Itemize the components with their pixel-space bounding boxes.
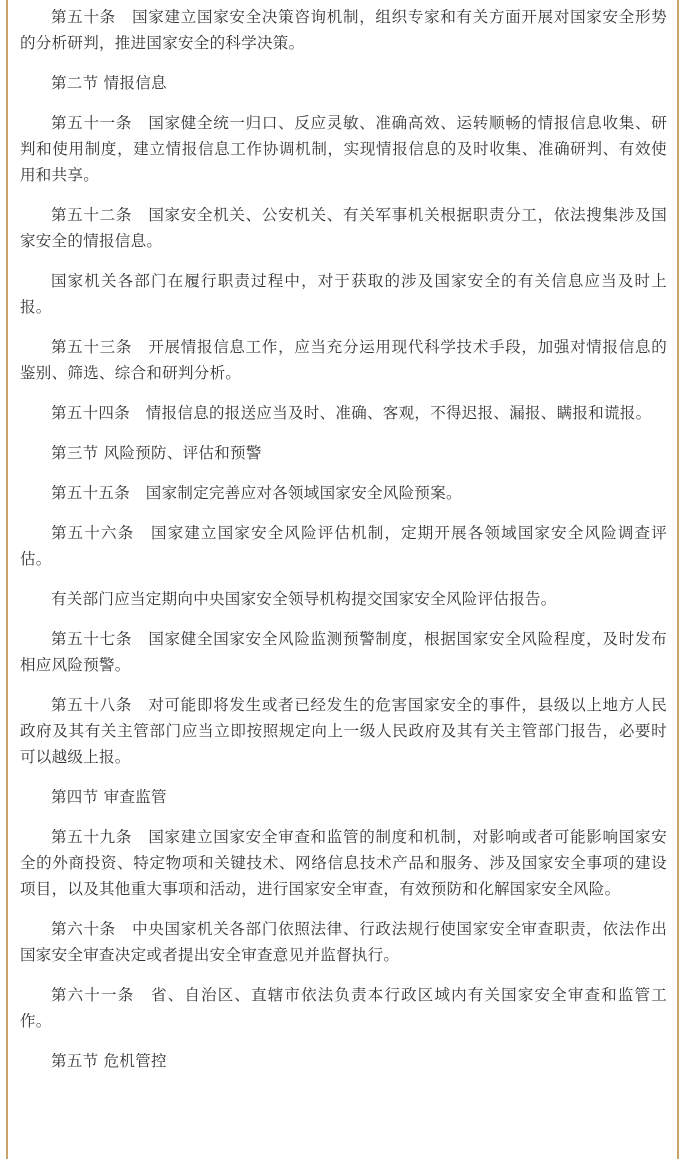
- article-50: 第五十条 国家建立国家安全决策咨询机制，组织专家和有关方面开展对国家安全形势的分析研判，推进国家安全的科学决策。: [20, 8, 667, 52]
- article-61: 第六十一条 省、自治区、直辖市依法负责本行政区域内有关国家安全审查和监管工作。: [20, 986, 667, 1030]
- article-52-paragraph-2: 国家机关各部门在履行职责过程中，对于获取的涉及国家安全的有关信息应当及时上报。: [20, 272, 667, 316]
- article-57: 第五十七条 国家健全国家安全风险监测预警制度，根据国家安全风险程度，及时发布相应风险预警。: [20, 630, 667, 674]
- section-heading-intelligence: 第二节 情报信息: [51, 74, 167, 92]
- section-heading-crisis-control: 第五节 危机管控: [51, 1052, 167, 1070]
- article-56: 第五十六条 国家建立国家安全风险评估机制，定期开展各领域国家安全风险调查评估。: [20, 524, 667, 568]
- article-54: 第五十四条 情报信息的报送应当及时、准确、客观，不得迟报、漏报、瞒报和谎报。: [51, 404, 652, 422]
- article-51: 第五十一条 国家健全统一归口、反应灵敏、准确高效、运转顺畅的情报信息收集、研判和使用制度，建立情报信息工作协调机制，实现情报信息的及时收集、准确研判、有效使用和共享。: [20, 114, 667, 184]
- article-53: 第五十三条 开展情报信息工作，应当充分运用现代科学技术手段，加强对情报信息的鉴别、筛选、综合和研判分析。: [20, 338, 667, 382]
- section-heading-review-supervision: 第四节 审查监管: [51, 788, 167, 806]
- article-55: 第五十五条 国家制定完善应对各领域国家安全风险预案。: [51, 484, 462, 502]
- article-content: [6, 0, 679, 1159]
- section-heading-risk-prevention: 第三节 风险预防、评估和预警: [51, 444, 262, 462]
- article-60: 第六十条 中央国家机关各部门依照法律、行政法规行使国家安全审查职责，依法作出国家安全审查决定或者提出安全审查意见并监督执行。: [20, 920, 667, 964]
- article-56-paragraph-2: 有关部门应当定期向中央国家安全领导机构提交国家安全风险评估报告。: [51, 590, 557, 608]
- article-59: 第五十九条 国家建立国家安全审查和监管的制度和机制，对影响或者可能影响国家安全的外商投资、特定物项和关键技术、网络信息技术产品和服务、涉及国家安全事项的建设项目，以及其他重大事项和活动，进行国家安全审查，有效预防和化解国家安全风险。: [20, 828, 667, 898]
- article-58: 第五十八条 对可能即将发生或者已经发生的危害国家安全的事件，县级以上地方人民政府及其有关主管部门应当立即按照规定向上一级人民政府及其有关主管部门报告，必要时可以越级上报。: [20, 696, 667, 766]
- article-52: 第五十二条 国家安全机关、公安机关、有关军事机关根据职责分工，依法搜集涉及国家安全的情报信息。: [20, 206, 667, 250]
